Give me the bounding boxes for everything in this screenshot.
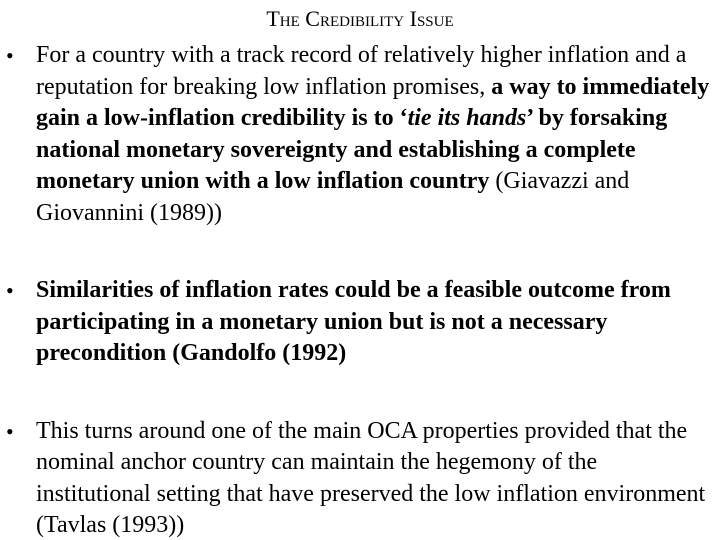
bullet-item	[0, 416, 720, 540]
bullet-item	[0, 40, 720, 229]
bullet-text-bold-italic: tie its hands	[407, 105, 527, 131]
bullet-citation: (Giavazzi and Giovannini (1989))	[36, 168, 630, 226]
slide-title: The Credibility Issue	[266, 6, 454, 31]
bullet-icon: •	[6, 278, 14, 303]
bullet-item	[0, 275, 720, 370]
bullet-icon: •	[6, 418, 14, 444]
bullet-text-bold: ’ by forsaking national monetary sovereignty and establishing a complete monetary union with a low inflation country	[36, 105, 668, 194]
bullet-text-normal: For a country with a track record of relatively higher inflation and a reputation for breaking low inflation promises,	[36, 42, 687, 100]
bullet-icon: •	[6, 43, 14, 68]
bullet-list	[0, 40, 720, 540]
bullet-text-bold: Similarities of inflation rates could be a feasible outcome from participating in a monetary union but is not a necessary precondition (Gandolfo (1992)	[36, 277, 671, 366]
bullet-text-normal: This turns around one of the main OCA properties provided that the nominal anchor country can maintain the hegemony of the institutional setting that have preserved the low inflation environment (Tavlas (1993))	[36, 417, 706, 538]
bullet-text-bold: a way to immediately gain a low-inflation credibility is to ‘	[36, 73, 710, 131]
